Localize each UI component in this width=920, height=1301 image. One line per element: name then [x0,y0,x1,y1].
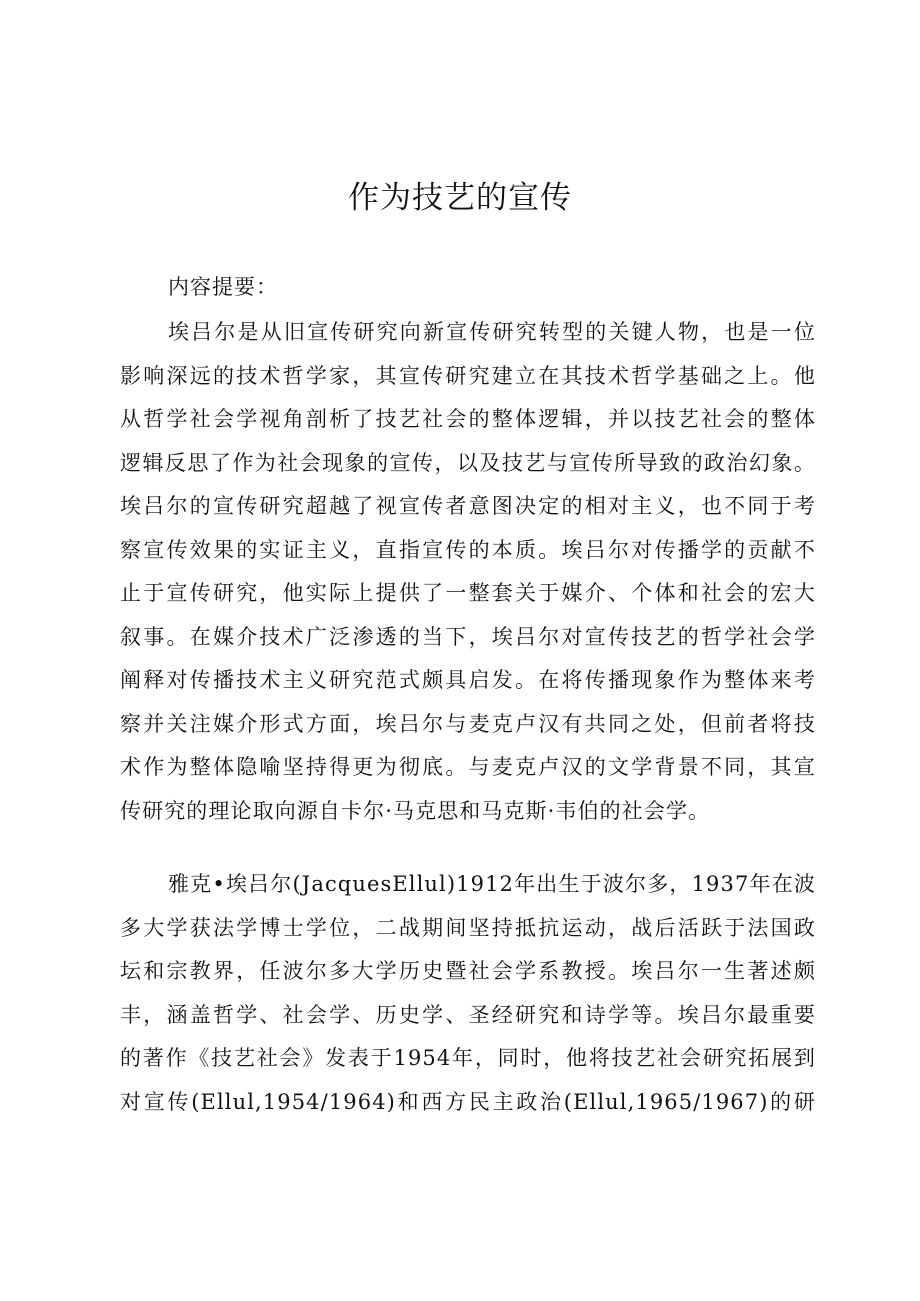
abstract-line: 止于宣传研究，他实际上提供了一整套关于媒介、个体和社会的宏大 [120,581,816,605]
abstract-line: 传研究的理论取向源自卡尔·马克思和马克斯·韦伯的社会学。 [120,798,711,823]
abstract-line: 埃吕尔的宣传研究超越了视宣传者意图决定的相对主义，也不同于考 [120,494,816,518]
abstract-label: 内容提要： [168,275,278,299]
bio-line: 雅克•埃吕尔(JacquesEllul)1912年出生于波尔多，1937年在波 [168,872,816,896]
bio-line: 的著作《技艺社会》发表于1954年，同时，他将技艺社会研究拓展到 [120,1046,816,1070]
bio-line: 坛和宗教界，任波尔多大学历史暨社会学系教授。埃吕尔一生著述颇 [120,959,816,983]
abstract-line: 叙事。在媒介技术广泛渗透的当下，埃吕尔对宣传技艺的哲学社会学 [120,624,816,649]
abstract-line: 阐释对传播技术主义研究范式颇具启发。在将传播现象作为整体来考 [120,668,816,692]
document-title: 作为技艺的宣传 [348,180,572,216]
abstract-line: 影响深远的技术哲学家，其宣传研究建立在其技术哲学基础之上。他 [120,363,816,388]
abstract-line: 察宣传效果的实证主义，直指宣传的本质。埃吕尔对传播学的贡献不 [120,537,816,562]
bio-paragraph [120,863,816,1124]
abstract-line: 埃吕尔是从旧宣传研究向新宣传研究转型的关键人物，也是一位 [168,320,816,344]
bio-line: 丰，涵盖哲学、社会学、历史学、圣经研究和诗学等。埃吕尔最重要 [120,1002,816,1027]
bio-line: 多大学获法学博士学位，二战期间坚持抵抗运动，战后活跃于法国政 [120,915,816,940]
abstract-line: 逻辑反思了作为社会现象的宣传，以及技艺与宣传所导致的政治幻象。 [120,450,816,475]
bio-line: 对宣传(Ellul,1954/1964)和西方民主政治(Ellul,1965/1967)的研 [120,1089,816,1114]
abstract-paragraph [120,311,816,833]
abstract-line: 察并关注媒介形式方面，埃吕尔与麦克卢汉有共同之处，但前者将技 [120,711,816,736]
abstract-line: 从哲学社会学视角剖析了技艺社会的整体逻辑，并以技艺社会的整体 [120,407,816,431]
abstract-line: 术作为整体隐喻坚持得更为彻底。与麦克卢汉的文学背景不同，其宣 [120,755,816,779]
